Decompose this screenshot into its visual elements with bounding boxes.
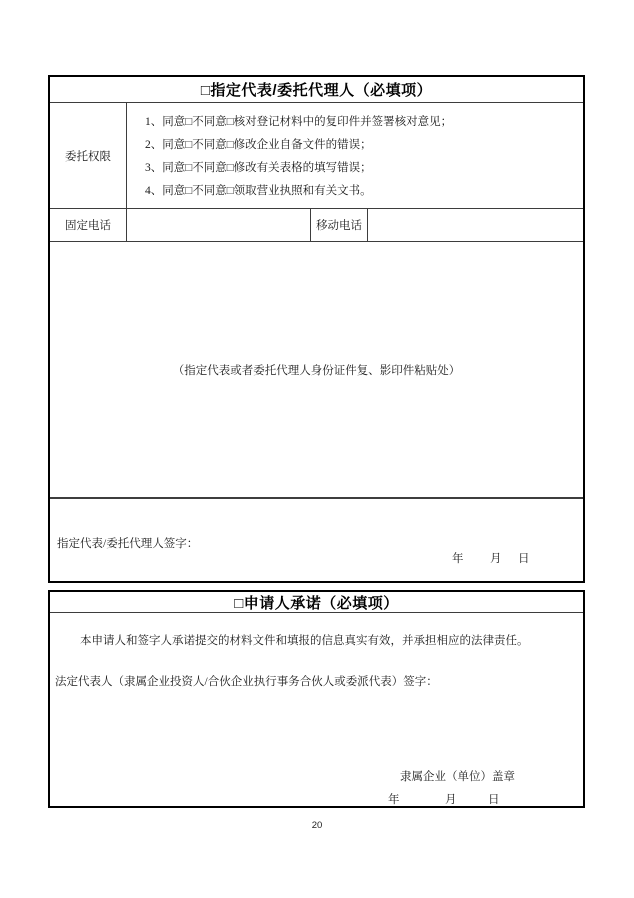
enterprise-stamp-label: 隶属企业（单位）盖章 <box>400 771 515 783</box>
fixed-phone-label: 固定电话 <box>50 209 127 241</box>
authority-item-2: 2、同意□不同意□修改企业自备文件的错误； <box>145 138 372 151</box>
month-label: 月 <box>490 553 502 565</box>
day-label: 日 <box>488 794 500 806</box>
agent-date-line <box>50 550 583 566</box>
year-label: 年 <box>452 553 464 565</box>
commitment-section-table <box>48 590 585 808</box>
commitment-section-title: □申请人承诺（必填项） <box>50 592 583 613</box>
authority-label: 委托权限 <box>50 103 127 208</box>
year-label: 年 <box>388 794 400 806</box>
month-label: 月 <box>445 794 457 806</box>
agent-signature-label: 指定代表/委托代理人签字： <box>57 538 199 550</box>
commitment-text: 本申请人和签字人承诺提交的材料文件和填报的信息真实有效，并承担相应的法律责任。 <box>80 634 529 647</box>
day-label: 日 <box>518 553 530 565</box>
mobile-phone-value-cell <box>368 209 583 241</box>
authority-row <box>50 103 583 209</box>
authority-item-1: 1、同意□不同意□核对登记材料中的复印件并签署核对意见； <box>145 115 453 128</box>
authority-item-3: 3、同意□不同意□修改有关表格的填写错误； <box>145 162 372 175</box>
authority-items <box>127 103 583 208</box>
agent-section-table <box>48 75 585 583</box>
commitment-body <box>50 613 583 806</box>
legal-representative-signature-label: 法定代表人（隶属企业投资人/合伙企业执行事务合伙人或委派代表）签字： <box>55 675 438 688</box>
id-paste-note: （指定代表或者委托代理人身份证件复、影印件粘贴处） <box>172 364 461 377</box>
mobile-phone-label: 移动电话 <box>311 209 368 241</box>
id-paste-area <box>50 242 583 499</box>
phone-row <box>50 209 583 242</box>
commitment-date-line <box>50 791 583 807</box>
agent-signature-row <box>50 499 583 582</box>
agent-section-title: □指定代表/委托代理人（必填项） <box>50 77 583 103</box>
page-number: 20 <box>311 820 323 831</box>
fixed-phone-value-cell <box>127 209 311 241</box>
authority-item-4: 4、同意□不同意□领取营业执照和有关文书。 <box>145 185 372 198</box>
